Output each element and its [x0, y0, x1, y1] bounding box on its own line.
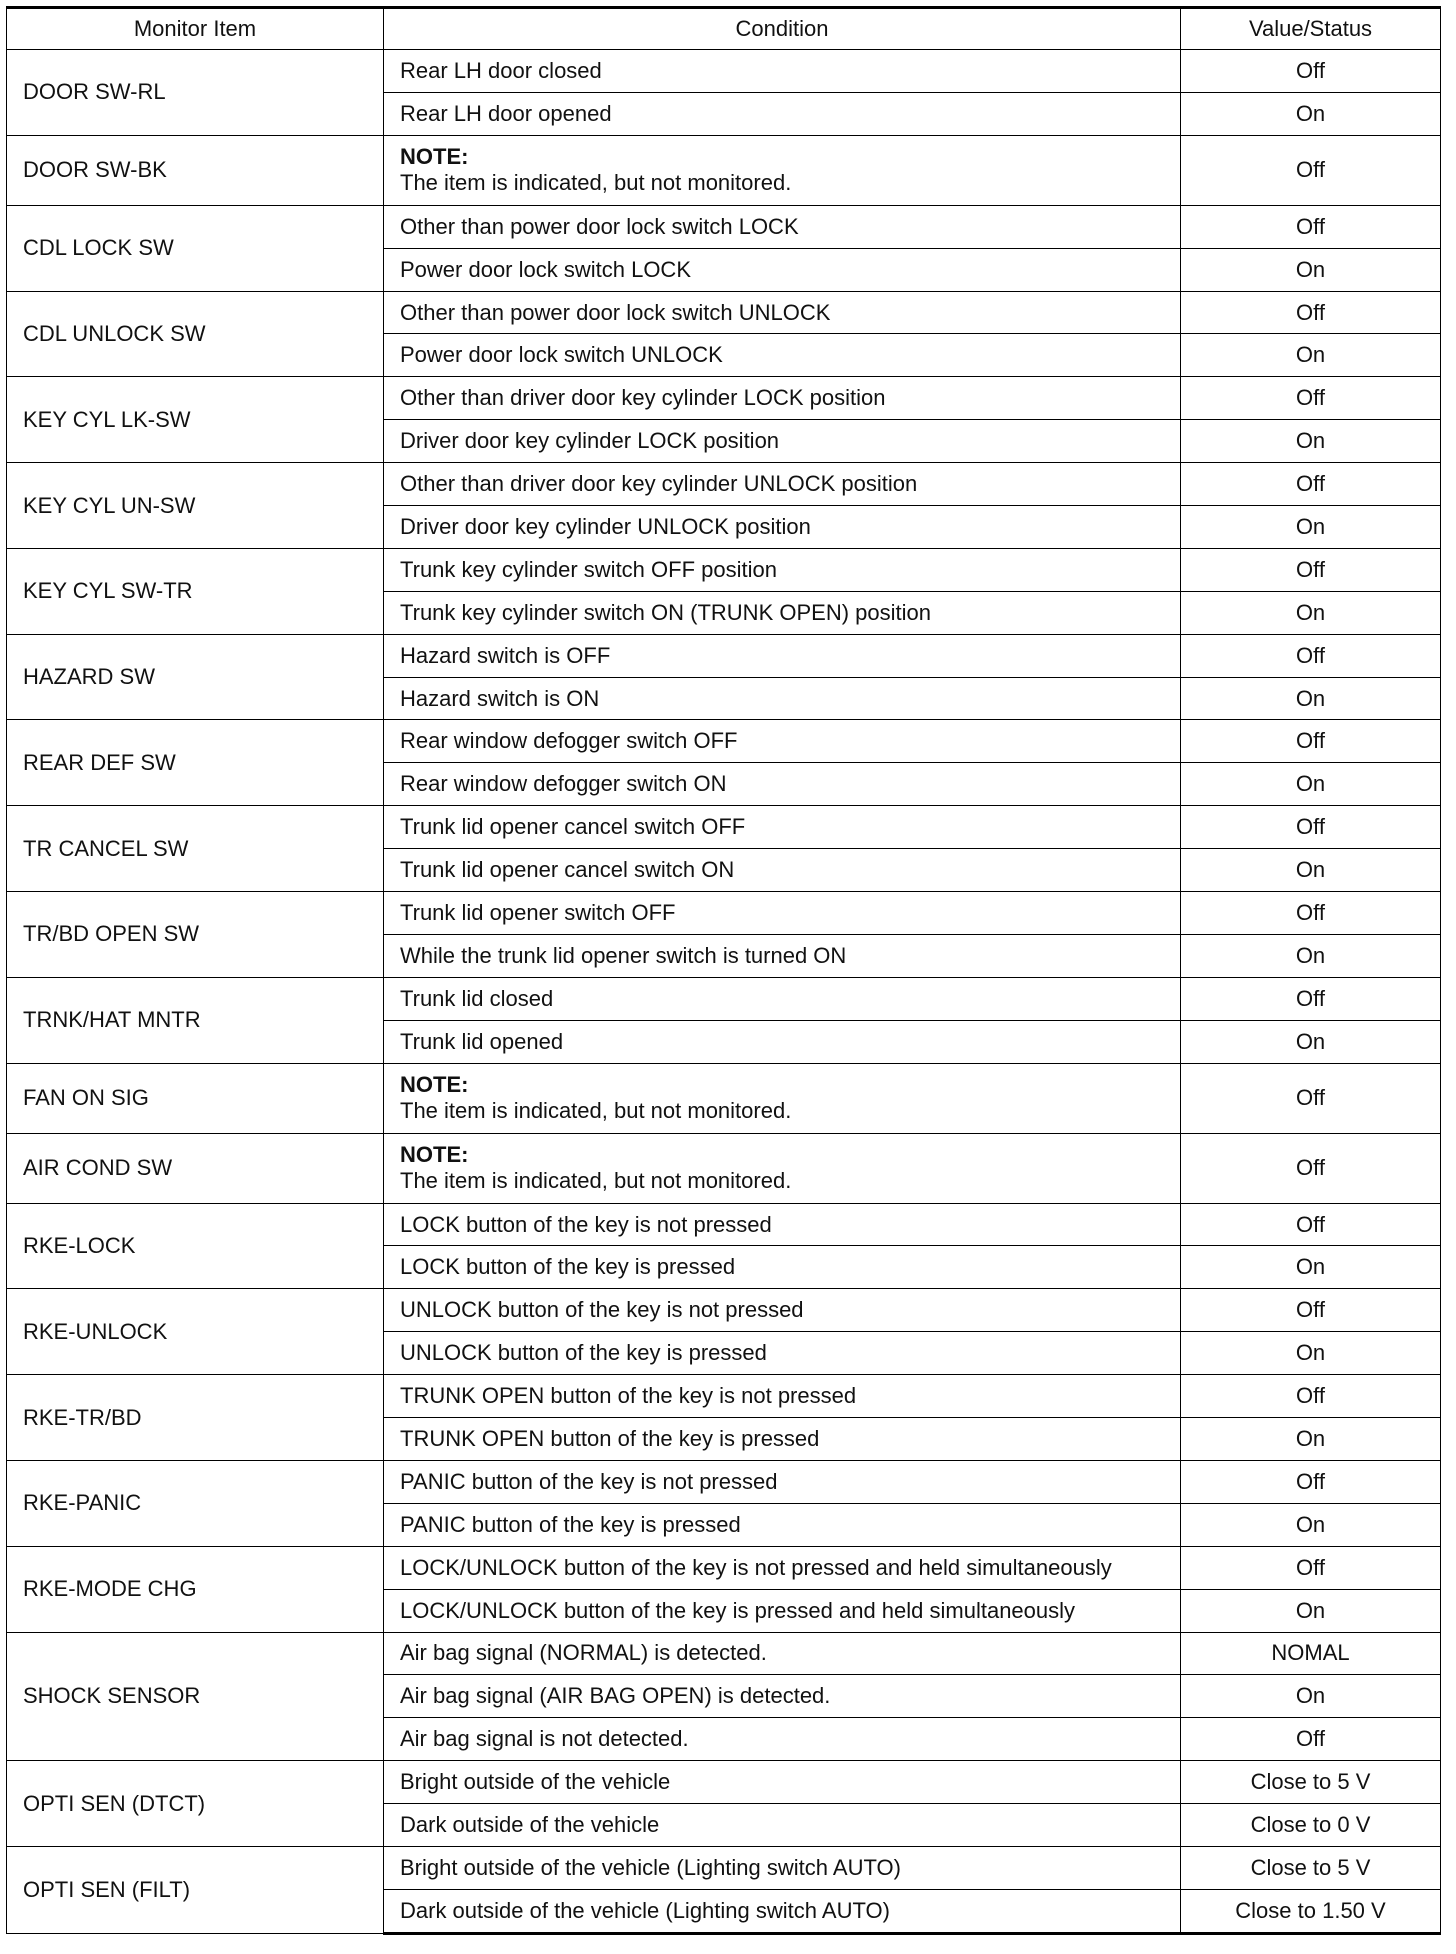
condition-cell: UNLOCK button of the key is not pressed [384, 1289, 1181, 1332]
table-row [7, 548, 1441, 591]
note-label: NOTE: [400, 144, 469, 170]
condition-cell: TRUNK OPEN button of the key is not pressed [384, 1375, 1181, 1418]
condition-cell: Rear LH door opened [384, 92, 1181, 135]
value-status-cell: Off [1181, 205, 1441, 248]
value-status-cell: On [1181, 677, 1441, 720]
value-status-cell: Off [1181, 634, 1441, 677]
value-status-cell: Off [1181, 1718, 1441, 1761]
condition-cell: Hazard switch is ON [384, 677, 1181, 720]
table-row [7, 1203, 1441, 1246]
value-status-cell: Off [1181, 463, 1441, 506]
monitor-item-cell: RKE-TR/BD [7, 1375, 384, 1461]
monitor-item-cell: OPTI SEN (FILT) [7, 1846, 384, 1933]
table-row [7, 1133, 1441, 1203]
monitor-item-cell: RKE-PANIC [7, 1460, 384, 1546]
monitor-item-table [6, 6, 1441, 1935]
value-status-cell: On [1181, 591, 1441, 634]
condition-cell: Trunk lid opener cancel switch ON [384, 849, 1181, 892]
condition-cell: LOCK/UNLOCK button of the key is pressed and held simultaneously [384, 1589, 1181, 1632]
table-row [7, 205, 1441, 248]
value-status-cell: Off [1181, 1133, 1441, 1203]
value-status-cell: Close to 5 V [1181, 1846, 1441, 1889]
table-row [7, 1632, 1441, 1675]
value-status-cell: Off [1181, 377, 1441, 420]
condition-cell: TRUNK OPEN button of the key is pressed [384, 1418, 1181, 1461]
note-text: The item is indicated, but not monitored. [400, 170, 792, 196]
value-status-cell: Off [1181, 548, 1441, 591]
monitor-item-cell: KEY CYL UN-SW [7, 463, 384, 549]
monitor-item-cell: RKE-LOCK [7, 1203, 384, 1289]
table-row [7, 634, 1441, 677]
condition-cell: Dark outside of the vehicle (Lighting switch AUTO) [384, 1889, 1181, 1933]
value-status-cell: On [1181, 1503, 1441, 1546]
table-row [7, 135, 1441, 205]
value-status-cell: Off [1181, 1203, 1441, 1246]
condition-cell: Driver door key cylinder UNLOCK position [384, 506, 1181, 549]
value-status-cell: On [1181, 506, 1441, 549]
condition-cell: Hazard switch is OFF [384, 634, 1181, 677]
header-value-status: Value/Status [1181, 8, 1441, 50]
monitor-item-cell: CDL UNLOCK SW [7, 291, 384, 377]
condition-cell: Bright outside of the vehicle (Lighting switch AUTO) [384, 1846, 1181, 1889]
value-status-cell: On [1181, 1020, 1441, 1063]
table-row [7, 463, 1441, 506]
condition-cell: Trunk lid opened [384, 1020, 1181, 1063]
value-status-cell: On [1181, 334, 1441, 377]
condition-cell: Air bag signal (AIR BAG OPEN) is detected. [384, 1675, 1181, 1718]
value-status-cell: On [1181, 1418, 1441, 1461]
table-row [7, 1460, 1441, 1503]
value-status-cell: On [1181, 1675, 1441, 1718]
condition-cell: Rear window defogger switch OFF [384, 720, 1181, 763]
condition-cell [384, 135, 1181, 205]
value-status-cell: On [1181, 1246, 1441, 1289]
note-label: NOTE: [400, 1072, 469, 1098]
condition-cell: Trunk lid opener cancel switch OFF [384, 806, 1181, 849]
table-row [7, 892, 1441, 935]
condition-cell: PANIC button of the key is pressed [384, 1503, 1181, 1546]
table-row [7, 1289, 1441, 1332]
value-status-cell: Off [1181, 1546, 1441, 1589]
condition-cell: Trunk key cylinder switch OFF position [384, 548, 1181, 591]
condition-cell: Rear LH door closed [384, 50, 1181, 93]
monitor-item-cell: CDL LOCK SW [7, 205, 384, 291]
condition-cell: LOCK button of the key is pressed [384, 1246, 1181, 1289]
value-status-cell: Off [1181, 135, 1441, 205]
value-status-cell: Off [1181, 720, 1441, 763]
condition-cell: Other than driver door key cylinder LOCK position [384, 377, 1181, 420]
monitor-item-cell: KEY CYL LK-SW [7, 377, 384, 463]
value-status-cell: NOMAL [1181, 1632, 1441, 1675]
value-status-cell: On [1181, 763, 1441, 806]
value-status-cell: Off [1181, 806, 1441, 849]
table-body [7, 50, 1441, 1934]
value-status-cell: Off [1181, 1063, 1441, 1133]
monitor-item-cell: TR/BD OPEN SW [7, 892, 384, 978]
monitor-item-cell: KEY CYL SW-TR [7, 548, 384, 634]
monitor-item-cell: REAR DEF SW [7, 720, 384, 806]
monitor-item-cell: TR CANCEL SW [7, 806, 384, 892]
table-header-row [7, 8, 1441, 50]
condition-cell: Other than power door lock switch UNLOCK [384, 291, 1181, 334]
value-status-cell: On [1181, 248, 1441, 291]
condition-cell: LOCK/UNLOCK button of the key is not pressed and held simultaneously [384, 1546, 1181, 1589]
condition-cell [384, 1063, 1181, 1133]
note-text: The item is indicated, but not monitored. [400, 1168, 792, 1194]
table-row [7, 377, 1441, 420]
value-status-cell: On [1181, 849, 1441, 892]
monitor-table-wrapper [6, 6, 1440, 1935]
value-status-cell: On [1181, 1589, 1441, 1632]
monitor-item-cell: HAZARD SW [7, 634, 384, 720]
condition-cell: Dark outside of the vehicle [384, 1804, 1181, 1847]
monitor-item-cell: DOOR SW-RL [7, 50, 384, 136]
table-row [7, 977, 1441, 1020]
value-status-cell: On [1181, 934, 1441, 977]
value-status-cell: Close to 0 V [1181, 1804, 1441, 1847]
condition-cell: While the trunk lid opener switch is turned ON [384, 934, 1181, 977]
table-row [7, 1375, 1441, 1418]
header-monitor-item: Monitor Item [7, 8, 384, 50]
value-status-cell: Off [1181, 1460, 1441, 1503]
table-row [7, 291, 1441, 334]
table-row [7, 720, 1441, 763]
value-status-cell: Off [1181, 50, 1441, 93]
condition-cell: Trunk lid closed [384, 977, 1181, 1020]
condition-cell: Rear window defogger switch ON [384, 763, 1181, 806]
value-status-cell: Off [1181, 1289, 1441, 1332]
value-status-cell: On [1181, 420, 1441, 463]
table-row [7, 1546, 1441, 1589]
condition-cell: Bright outside of the vehicle [384, 1761, 1181, 1804]
condition-cell: Driver door key cylinder LOCK position [384, 420, 1181, 463]
monitor-item-cell: AIR COND SW [7, 1133, 384, 1203]
condition-cell: Trunk key cylinder switch ON (TRUNK OPEN) position [384, 591, 1181, 634]
table-row [7, 1063, 1441, 1133]
value-status-cell: On [1181, 92, 1441, 135]
condition-cell: Air bag signal is not detected. [384, 1718, 1181, 1761]
monitor-item-cell: RKE-MODE CHG [7, 1546, 384, 1632]
monitor-item-cell: TRNK/HAT MNTR [7, 977, 384, 1063]
table-row [7, 1846, 1441, 1889]
condition-cell: LOCK button of the key is not pressed [384, 1203, 1181, 1246]
header-condition: Condition [384, 8, 1181, 50]
condition-cell: Trunk lid opener switch OFF [384, 892, 1181, 935]
monitor-item-cell: FAN ON SIG [7, 1063, 384, 1133]
value-status-cell: Off [1181, 291, 1441, 334]
value-status-cell: On [1181, 1332, 1441, 1375]
value-status-cell: Close to 5 V [1181, 1761, 1441, 1804]
condition-cell [384, 1133, 1181, 1203]
condition-cell: Power door lock switch UNLOCK [384, 334, 1181, 377]
monitor-item-cell: SHOCK SENSOR [7, 1632, 384, 1761]
note-text: The item is indicated, but not monitored. [400, 1098, 792, 1124]
condition-cell: PANIC button of the key is not pressed [384, 1460, 1181, 1503]
table-row [7, 1761, 1441, 1804]
condition-cell: Other than power door lock switch LOCK [384, 205, 1181, 248]
condition-cell: Power door lock switch LOCK [384, 248, 1181, 291]
table-row [7, 50, 1441, 93]
condition-cell: Other than driver door key cylinder UNLOCK position [384, 463, 1181, 506]
condition-cell: UNLOCK button of the key is pressed [384, 1332, 1181, 1375]
value-status-cell: Close to 1.50 V [1181, 1889, 1441, 1933]
monitor-item-cell: RKE-UNLOCK [7, 1289, 384, 1375]
monitor-item-cell: DOOR SW-BK [7, 135, 384, 205]
note-label: NOTE: [400, 1142, 469, 1168]
value-status-cell: Off [1181, 977, 1441, 1020]
value-status-cell: Off [1181, 1375, 1441, 1418]
condition-cell: Air bag signal (NORMAL) is detected. [384, 1632, 1181, 1675]
monitor-item-cell: OPTI SEN (DTCT) [7, 1761, 384, 1847]
table-row [7, 806, 1441, 849]
value-status-cell: Off [1181, 892, 1441, 935]
